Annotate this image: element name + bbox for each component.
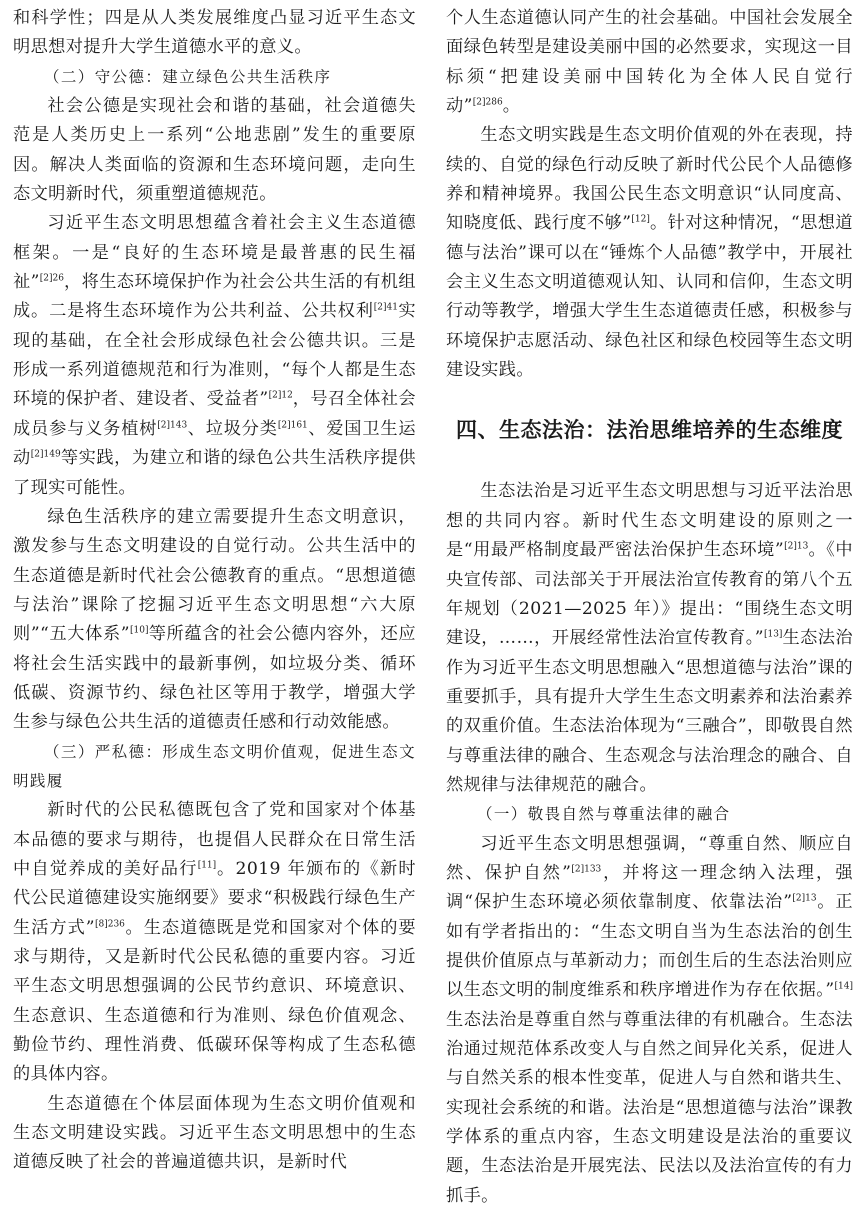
citation: [2]13	[784, 541, 809, 552]
paragraph-text: 。针对这种情况，“思想道德与法治”课可以在“锤炼个人品德”教学中，开展社会主义生态文明道德观认知、认同和信仰，生态文明行动等教学，增强大学生生态道德责任感，积极参与环境保护志愿活动、绿色社区和绿色校园等生态文明建设实践。	[446, 213, 853, 381]
citation: [2]13	[792, 893, 817, 904]
left-column	[13, 4, 416, 1178]
subsection-heading: （二）守公德：建立绿色公共生活秩序	[44, 67, 332, 86]
paragraph-text: 绿色生活秩序的建立需要提升生态文明意识，激发参与生态文明建设的自觉行动。公共生活中的生态道德是新时代社会公德教育的重点。“思想道德与法治”课除了挖掘习近平生态文明思想“六大原则”“五大体系”	[13, 506, 416, 645]
right-column	[446, 4, 853, 1211]
paragraph-text: 生态法治作为习近平生态文明思想融入“思想道德与法治”课的重要抓手，具有提升大学生生态文明素养和法治素养的双重价值。生态法治体现为“三融合”，即敬畏自然与尊重法律的融合、生态观念与法治理念的融合、自然规律与法律规范的融合。	[446, 628, 853, 795]
paragraph	[13, 209, 416, 502]
citation: [8]236	[94, 918, 125, 929]
citation: [2]26	[39, 273, 64, 284]
citation: [13]	[763, 629, 783, 640]
paragraph-text: ，号召全体社会成员参与义务植树	[13, 389, 416, 439]
paragraph	[13, 503, 416, 738]
paragraph-text: ，将生态环境保护作为社会公共生活的有机组成。二是将生态环境作为公共利益、公共权利	[13, 272, 416, 322]
paragraph-text: 、爱国卫生运动	[13, 418, 416, 469]
paragraph-text: 。	[502, 96, 521, 117]
paragraph-text: 习近平生态文明思想蕴含着社会主义生态道德框架。一是“良好的生态环境是最普惠的民生福祉”	[13, 213, 416, 293]
paragraph	[446, 121, 853, 385]
citation: [12]	[631, 214, 650, 225]
citation: [14]	[834, 981, 853, 992]
paragraph-text: 。生态道德既是党和国家对个体的要求与期待，又是新时代公民私德的重要内容。习近平生态文明思想强调的公民节约意识、环境意识、生态意识、生态道德和行为准则、绿色价值观念、勤俭节约、理性消费、低碳环保等构成了生态私德的具体内容。	[13, 917, 416, 1085]
paragraph	[446, 4, 853, 121]
paragraph-text: 等实践，为建立和谐的绿色公共生活秩序提供了现实可能性。	[13, 448, 416, 498]
citation: [10]	[129, 625, 149, 636]
paragraph: 生态道德在个体层面体现为生态文明价值观和生态文明建设实践。习近平生态文明思想中的生态道德反映了社会的普遍道德共识，是新时代	[13, 1093, 416, 1173]
paragraph-text: 生态法治是习近平生态文明思想与习近平法治思想的共同内容。新时代生态文明建设的原则之一是“用最严格制度最严密法治保护生态环境”	[446, 481, 853, 561]
paragraph-text: 生态法治是尊重自然与尊重法律的有机融合。生态法治通过规范体系改变人与自然之间异化关系，促进人与自然关系的根本性变革，促进人与自然和谐共生、实现社会系统的和谐。法治是“思想道德与法治”课教学体系的重点内容，生态文明建设是法治的重要议题，生态法治是开展宪法、民法以及法治宣传的有力抓手。	[446, 1009, 853, 1206]
paragraph: 和科学性；四是从人类发展维度凸显习近平生态文明思想对提升大学生道德水平的意义。	[13, 8, 416, 58]
paragraph: 社会公德是实现社会和谐的基础，社会道德失范是人类历史上一系列“公地悲剧”发生的重要原因。解决人类面临的资源和生态环境问题，走向生态文明新时代，须重塑道德规范。	[13, 96, 416, 205]
citation: [2]41	[373, 302, 398, 313]
citation: [2]286	[472, 97, 503, 108]
citation: [2]149	[30, 449, 61, 460]
citation: [2]133	[571, 864, 602, 875]
paragraph-text: 新时代的公民私德既包含了党和国家对个体基本品德的要求与期待，也提倡人民群众在日常生活中自觉养成的美好品行	[13, 800, 416, 879]
paragraph-text: 实现的基础，在全社会形成绿色社会公德共识。三是形成一系列道德规范和行为准则，“每个人都是生态环境的保护者、建设者、受益者”	[13, 301, 416, 410]
paragraph-text: 习近平生态文明思想强调，“尊重自然、顺应自然、保护自然”	[446, 833, 853, 883]
citation: [11]	[197, 860, 217, 871]
paragraph-text: 个人生态道德认同产生的社会基础。中国社会发展全面绿色转型是建设美丽中国的必然要求，实现这一目标须“把建设美丽中国转化为全体人民自觉行动”	[446, 8, 853, 117]
citation: [2]161	[277, 420, 308, 431]
paragraph-text: ，并将这一理念纳入法理，强调“保护生态环境必须依靠制度、依靠法治”	[446, 862, 853, 913]
paragraph-text: 、垃圾分类	[187, 418, 278, 439]
paragraph-text: 等所蕴含的社会公德内容外，还应将社会生活实践中的最新事例，如垃圾分类、循环低碳、资源节约、绿色社区等用于教学，增强大学生参与绿色公共生活的道德责任感和行动效能感。	[13, 624, 416, 733]
paragraph-text: 。《中央宣传部、司法部关于开展法治宣传教育的第八个五年规划（2021—2025 年）》提出：“围绕生态文明建设，……，开展经常性法治宣传教育。”	[446, 540, 853, 649]
paragraph	[446, 477, 853, 800]
section-heading: 四、生态法治：法治思维培养的生态维度	[456, 418, 843, 443]
citation: [2]12	[268, 390, 293, 401]
subsection-heading: （三）严私德：形成生态文明价值观，促进生态文明践履	[13, 742, 416, 790]
paragraph-text: 生态文明实践是生态文明价值观的外在表现，持续的、自觉的绿色行动反映了新时代公民个人品德修养和精神境界。我国公民生态文明意识“认同度高、知晓度低、践行度不够”	[446, 125, 853, 234]
paragraph	[446, 830, 853, 1211]
paragraph-text: 。正如有学者指出的：“生态文明自当为生态法治的创生提供价值原点与革新动力；而创生后的生态法治则应以生态文明的制度维系和秩序增进作为存在依据。”	[446, 892, 853, 1001]
paragraph	[13, 796, 416, 1089]
paragraph-text: 。2019 年颁布的《新时代公民道德建设实施纲要》要求“积极践行绿色生产生活方式”	[13, 858, 416, 938]
subsection-heading: （一）敬畏自然与尊重法律的融合	[477, 805, 731, 824]
citation: [2]143	[157, 420, 188, 431]
